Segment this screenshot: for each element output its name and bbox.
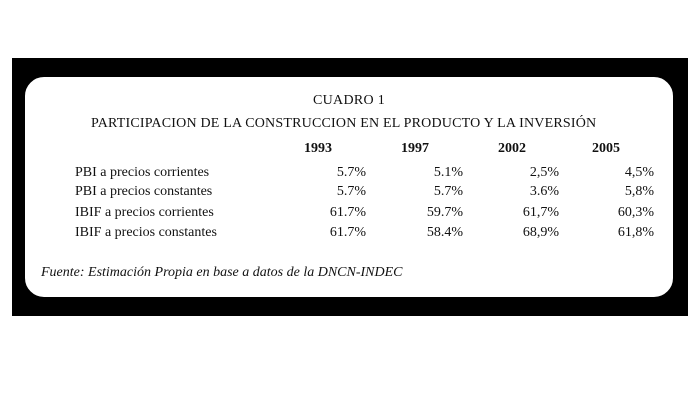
cell-1993: 5.7%: [336, 184, 366, 199]
cell-2005: 60,3%: [617, 205, 654, 220]
cell-1997: 58.4%: [426, 225, 463, 240]
year-header-1993: 1993: [304, 141, 332, 156]
cell-2005: 61,8%: [617, 225, 654, 240]
cell-2005: 4,5%: [624, 165, 654, 180]
cell-1993: 61.7%: [329, 205, 366, 220]
cell-1993: 5.7%: [336, 165, 366, 180]
year-header-2002: 2002: [498, 141, 526, 156]
table-row-pbi-constantes: [25, 184, 673, 203]
row-label: PBI a precios constantes: [75, 184, 213, 199]
table-subtitle: PARTICIPACION DE LA CONSTRUCCION EN EL PRODUCTO Y LA INVERSIÓN: [91, 116, 597, 131]
row-label: IBIF a precios constantes: [75, 225, 217, 240]
cell-2002: 68,9%: [522, 225, 559, 240]
row-label: PBI a precios corrientes: [75, 165, 210, 180]
year-header-1997: 1997: [401, 141, 429, 156]
table-row-pbi-corrientes: [25, 165, 673, 184]
left-white-strip: [0, 58, 12, 316]
cell-2002: 2,5%: [529, 165, 559, 180]
year-header-2005: 2005: [592, 141, 620, 156]
table-card: [22, 74, 676, 300]
cell-2005: 5,8%: [624, 184, 654, 199]
cell-1997: 5.1%: [433, 165, 463, 180]
cell-1997: 5.7%: [433, 184, 463, 199]
table-title: CUADRO 1: [312, 93, 386, 108]
cell-2002: 61,7%: [522, 205, 559, 220]
cell-2002: 3.6%: [529, 184, 559, 199]
table-row-ibif-constantes: [25, 225, 673, 244]
table-row-ibif-corrientes: [25, 205, 673, 224]
cell-1993: 61.7%: [329, 225, 366, 240]
cell-1997: 59.7%: [426, 205, 463, 220]
source-note: Fuente: Estimación Propia en base a datos de la DNCN-INDEC: [41, 265, 403, 280]
row-label: IBIF a precios corrientes: [75, 205, 214, 220]
